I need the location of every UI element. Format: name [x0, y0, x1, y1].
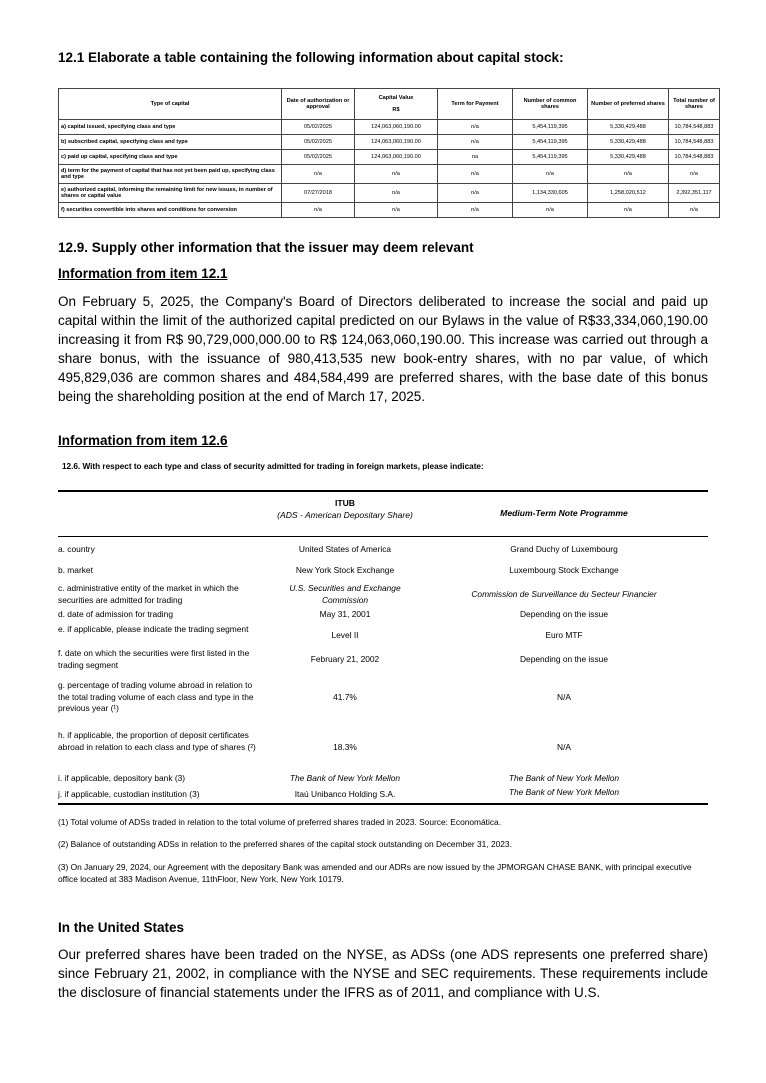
col-total-header: Total number of shares: [669, 89, 720, 120]
cell-type: b) subscribed capital, specifying class and type: [59, 135, 282, 150]
cell-date: 05/02/2025: [282, 135, 355, 150]
heading-12-1: 12.1 Elaborate a table containing the following information about capital stock:: [58, 50, 564, 65]
col-value-header-line2: R$: [392, 107, 400, 113]
cell-value: n/a: [355, 165, 438, 184]
table-row: [59, 165, 720, 184]
cell-term: n/a: [438, 184, 513, 203]
mtn-value: N/A: [557, 692, 571, 702]
cell-date: 05/02/2025: [282, 150, 355, 165]
table-row: [59, 120, 720, 135]
cell-date: n/a: [282, 165, 355, 184]
cell-preferred: 5,330,429,488: [588, 135, 669, 150]
table-row: [59, 150, 720, 165]
itub-value: February 21, 2002: [310, 654, 380, 664]
col-type-header: Type of capital: [59, 89, 282, 120]
itub-value: New York Stock Exchange: [295, 565, 395, 575]
row-label: e. if applicable, please indicate the trading segment: [58, 624, 249, 634]
info-12-6-title: Information from item 12.6: [58, 433, 228, 448]
cell-preferred: 5,330,429,488: [588, 120, 669, 135]
table-row: [59, 203, 720, 218]
cell-common: n/a: [513, 165, 588, 184]
info-12-1-title: Information from item 12.1: [58, 266, 228, 281]
cell-total: n/a: [669, 165, 720, 184]
row-label: g. percentage of trading volume abroad in relation to the total trading volume of each class and type in the previous year (¹): [58, 680, 254, 713]
foreign-table-header: [58, 492, 708, 537]
row-label: j. if applicable, custodian institution (3): [58, 789, 200, 799]
mtn-value: Commission de Surveillance du Secteur Financier: [471, 589, 657, 599]
us-paragraph: Our preferred shares have been traded on the NYSE, as ADSs (one ADS represents one preferred share) since February 21, 2002, in compliance with the NYSE and SEC requirements. These requirements include the disclosure of financial statements under the IFRS as of 2011, and compliance with U.S.: [58, 947, 708, 1000]
cell-value: 124,063,060,190.00: [355, 135, 438, 150]
col-value-header: [355, 89, 438, 120]
col-common-header: Number of common shares: [513, 89, 588, 120]
heading-12-9: 12.9. Supply other information that the issuer may deem relevant: [58, 240, 474, 255]
us-title: In the United States: [58, 920, 185, 935]
row-label: a. country: [58, 544, 95, 554]
row-label: b. market: [58, 565, 93, 575]
itub-value: May 31, 2001: [319, 609, 371, 619]
col-term-header: Term for Payment: [438, 89, 513, 120]
footnote-3: (3) On January 29, 2024, our Agreement with the depositary Bank was amended and our ADRs are now issued by the JPMORGAN CHASE BANK, with principal executive office located at 383 Madison Avenue, 11thFloor, New York, New York 10179.: [58, 862, 692, 884]
cell-term: n/a: [438, 203, 513, 218]
col-preferred-header: Number of preferred shares: [588, 89, 669, 120]
capital-stock-table: [58, 88, 720, 218]
cell-total: 2,392,351,117: [669, 184, 720, 203]
row-label: c. administrative entity of the market in which the securities are admitted for trading: [58, 583, 239, 605]
cell-common: 5,454,119,395: [513, 135, 588, 150]
cell-common: n/a: [513, 203, 588, 218]
cell-common: 5,454,119,395: [513, 150, 588, 165]
cell-type: c) paid up capital, specifying class and type: [59, 150, 282, 165]
mtn-value: The Bank of New York Mellon: [508, 773, 620, 783]
row-label: h. if applicable, the proportion of deposit certificates abroad in relation to each class and type of shares (²): [58, 730, 256, 752]
cell-preferred: 1,258,020,512: [588, 184, 669, 203]
mtn-value: Grand Duchy of Luxembourg: [510, 544, 618, 554]
itub-subtitle: (ADS - American Depositary Share): [277, 509, 413, 520]
mtn-value: Euro MTF: [545, 630, 583, 640]
itub-column-header: [274, 498, 416, 521]
itub-value: U.S. Securities and Exchange Commission: [289, 583, 401, 605]
row-label: f. date on which the securities were first listed in the trading segment: [58, 648, 250, 670]
mtn-column-header: Medium-Term Note Programme: [500, 508, 628, 518]
row-label: i. if applicable, depository bank (3): [58, 773, 186, 783]
cell-common: 1,134,330,605: [513, 184, 588, 203]
info-12-6-subtitle: 12.6. With respect to each type and class of security admitted for trading in foreign markets, please indicate:: [62, 462, 484, 471]
cell-date: 07/27/2018: [282, 184, 355, 203]
mtn-value: Depending on the issue: [519, 609, 608, 619]
cell-type: f) securities convertible into shares and conditions for conversion: [59, 203, 282, 218]
cell-date: n/a: [282, 203, 355, 218]
cell-total: 10,784,548,883: [669, 120, 720, 135]
cell-value: n/a: [355, 184, 438, 203]
cell-total: 10,784,548,883: [669, 150, 720, 165]
itub-value: 41.7%: [333, 692, 357, 702]
col-date-header: Date of authorization or approval: [282, 89, 355, 120]
mtn-value: The Bank of New York Mellon: [508, 787, 620, 797]
cell-term: na: [438, 150, 513, 165]
table-row: [59, 135, 720, 150]
itub-title: ITUB: [334, 498, 356, 508]
cell-total: n/a: [669, 203, 720, 218]
itub-value: 18.3%: [333, 742, 357, 752]
mtn-value: Luxembourg Stock Exchange: [509, 565, 619, 575]
itub-value: United States of America: [298, 544, 392, 554]
cell-date: 05/02/2025: [282, 120, 355, 135]
itub-value: Level II: [331, 630, 359, 640]
cell-preferred: n/a: [588, 165, 669, 184]
mtn-value: Depending on the issue: [519, 654, 608, 664]
itub-value: The Bank of New York Mellon: [289, 773, 401, 783]
cell-type: a) capital issued, specifying class and type: [59, 120, 282, 135]
col-value-header-line1: Capital Value: [378, 95, 414, 101]
cell-term: n/a: [438, 120, 513, 135]
cell-type: d) term for the payment of capital that has not yet been paid up, specifying class and type: [59, 165, 282, 184]
info-12-1-paragraph: On February 5, 2025, the Company's Board of Directors deliberated to increase the social and paid up capital within the limit of the authorized capital predicted on our Bylaws in the value of R$33,334,060,190.00 increasing it from R$ 90,729,000,000.00 to R$ 124,063,060,190.00. This increase was carried out through a share bonus, with the issuance of 980,413,535 new book-entry shares, with no par value, of which 495,829,036 are common shares and 484,584,499 are preferred shares, with the base date of this bonus being the shareholding position at the end of March 17, 2025.: [58, 294, 708, 404]
cell-value: 124,063,060,190.00: [355, 150, 438, 165]
footnote-1: (1) Total volume of ADSs traded in relation to the total volume of preferred shares traded in 2023. Source: Economática.: [58, 817, 502, 827]
row-label: d. date of admission for trading: [58, 609, 173, 619]
cell-term: n/a: [438, 165, 513, 184]
cell-preferred: 5,330,429,488: [588, 150, 669, 165]
cell-term: n/a: [438, 135, 513, 150]
cell-common: 5,454,119,395: [513, 120, 588, 135]
cell-value: n/a: [355, 203, 438, 218]
capital-table-header: [59, 89, 720, 120]
cell-type: e) authorized capital, informing the remaining limit for new issues, in number of shares or capital value: [59, 184, 282, 203]
mtn-value: N/A: [557, 742, 571, 752]
footnote-2: (2) Balance of outstanding ADSs in relation to the preferred shares of the capital stock outstanding on December 31, 2023.: [58, 839, 512, 849]
table-row: [59, 184, 720, 203]
cell-value: 124,063,060,190.00: [355, 120, 438, 135]
cell-total: 10,784,548,883: [669, 135, 720, 150]
foreign-markets-table: [58, 490, 708, 805]
itub-value: Itaú Unibanco Holding S.A.: [294, 789, 396, 799]
cell-preferred: n/a: [588, 203, 669, 218]
